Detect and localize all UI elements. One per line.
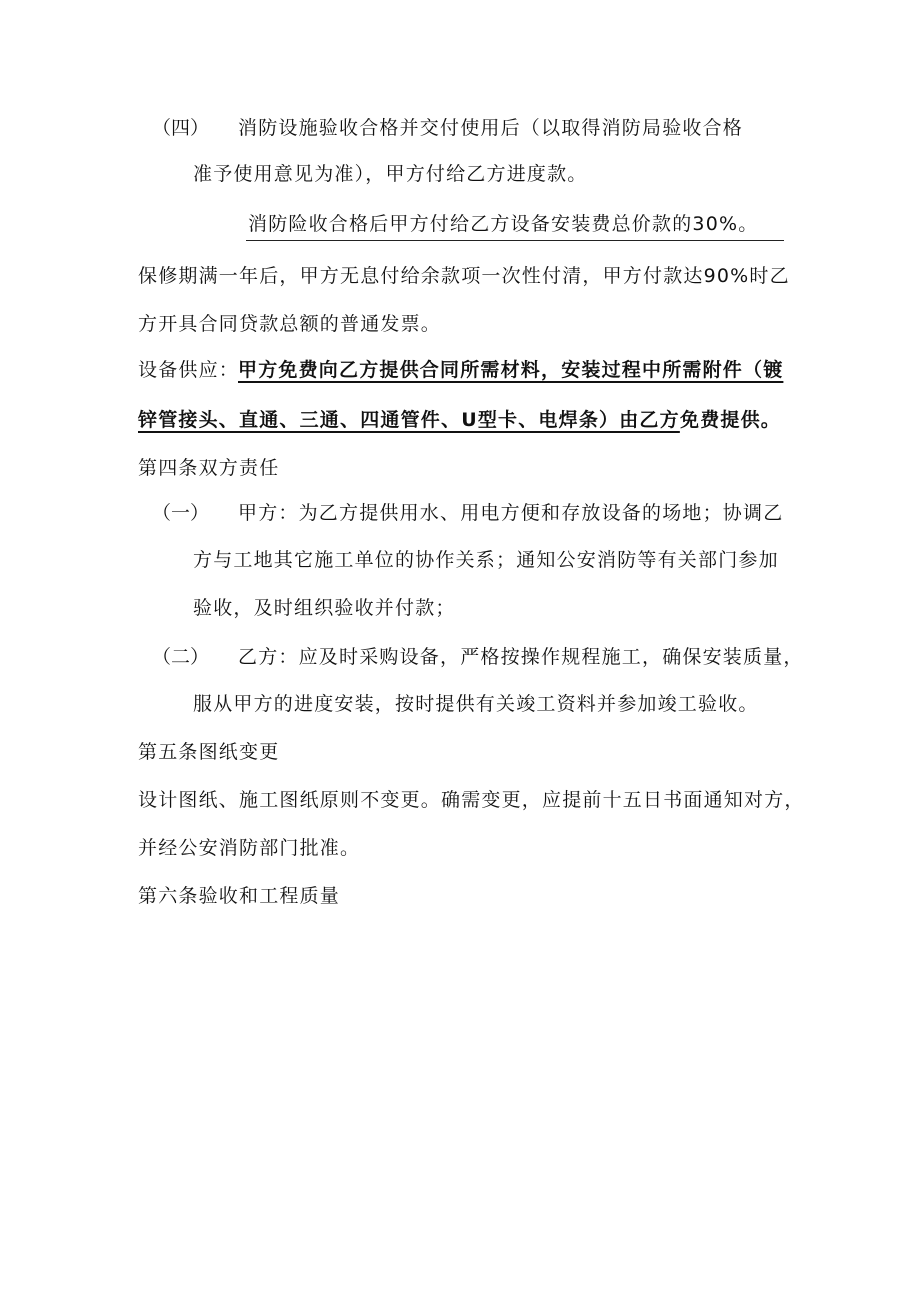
acceptance-underline-rule [246, 240, 784, 241]
item-four-line-2: 准予使用意见为准），甲方付给乙方进度款。 [193, 163, 588, 185]
clause-five-line-2: 并经公安消防部门批准。 [138, 837, 361, 859]
supply-line-2a: 锌管接头、直通、三通、四通管件、U型卡、电焊条）由乙方 [138, 409, 680, 431]
warranty-line-1: 保修期满一年后，甲方无息付给余款项一次性付清，甲方付款达90%时乙 [138, 265, 790, 287]
supply-line-2b: 免费提供。 [680, 409, 782, 431]
clause-four-item-one-line-2: 方与工地其它施工单位的协作关系；通知公安消防等有关部门参加 [193, 549, 779, 571]
clause-four-item-two-marker: （二） [152, 646, 210, 668]
clause-four-item-one-line-1: 甲方：为乙方提供用水、用电方便和存放设备的场地；协调乙 [238, 502, 784, 524]
warranty-line-2: 方开具合同贷款总额的普通发票。 [138, 313, 442, 335]
item-four-marker: （四） [152, 117, 210, 139]
clause-four-item-one-marker: （一） [152, 502, 210, 524]
clause-four-item-one-line-3: 验收，及时组织验收并付款； [193, 597, 456, 619]
supply-label: 设备供应： [138, 359, 240, 381]
clause-four-item-two-line-1: 乙方：应及时采购设备，严格按操作规程施工，确保安装质量， [238, 646, 804, 668]
clause-four-item-two-line-2: 服从甲方的进度安装，按时提供有关竣工资料并参加竣工验收。 [193, 693, 759, 715]
clause-four-heading: 第四条双方责任 [138, 457, 280, 479]
acceptance-payment-text: 消防险收合格后甲方付给乙方设备安装费总价款的30%。 [248, 213, 759, 235]
item-four-line-1: 消防设施验收合格并交付使用后（以取得消防局验收合格 [238, 117, 744, 139]
supply-line-1: 甲方免费向乙方提供合同所需材料，安装过程中所需附件（镀 [238, 359, 784, 381]
clause-six-heading: 第六条验收和工程质量 [138, 885, 341, 907]
clause-five-line-1: 设计图纸、施工图纸原则不变更。确需变更，应提前十五日书面通知对方， [138, 789, 805, 811]
clause-five-heading: 第五条图纸变更 [138, 741, 280, 763]
